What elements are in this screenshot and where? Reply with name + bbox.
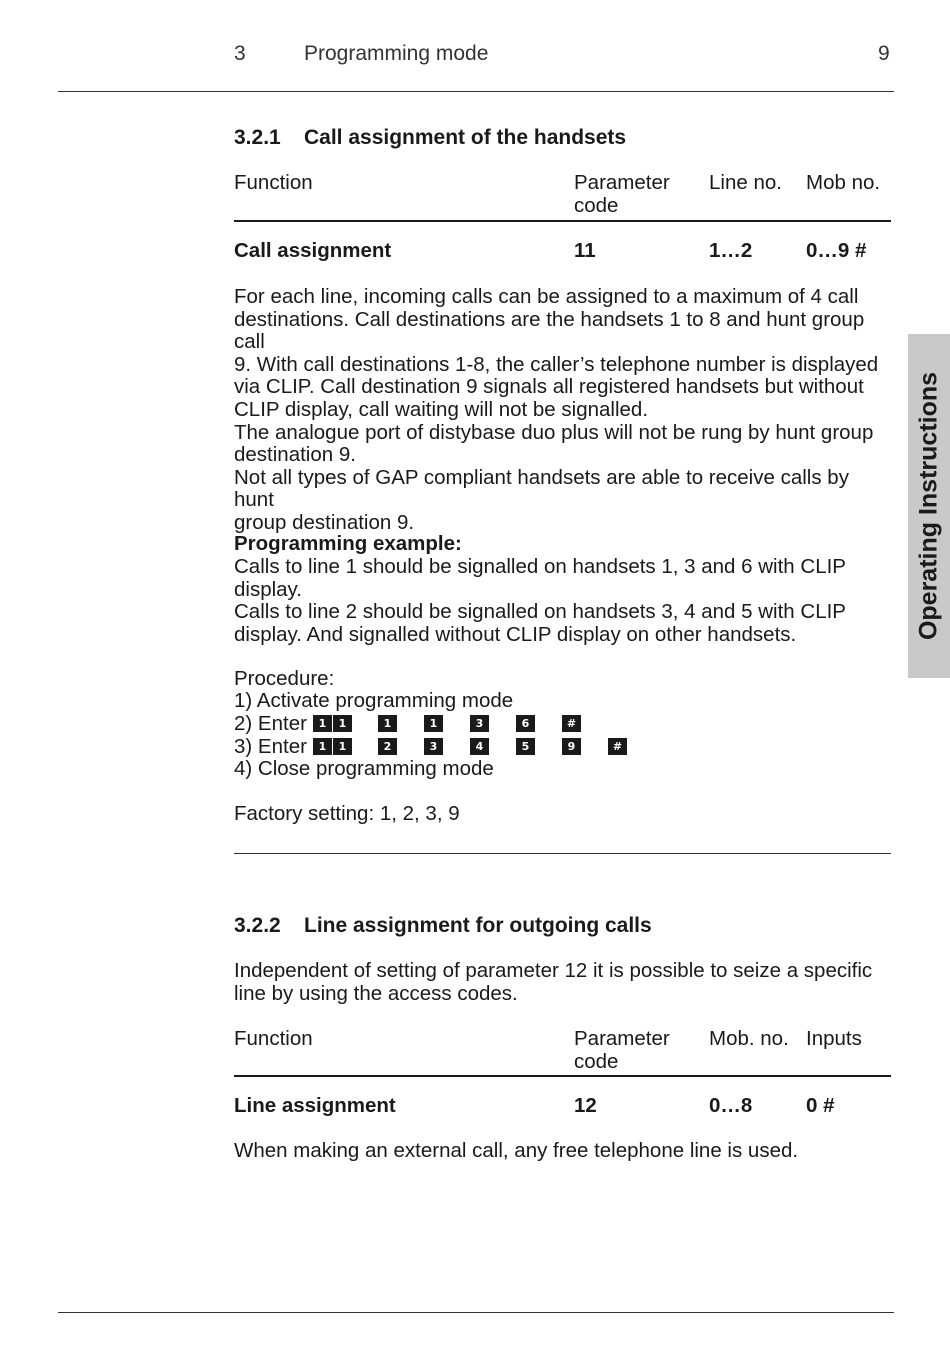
section-divider [234,853,891,854]
example-heading: Programming example: [234,532,462,555]
col-param-header-2: Parameter code [574,1027,670,1073]
description-line: CLIP display, call waiting will not be signalled. [234,397,649,421]
key-1: 1 [333,715,352,732]
example-line: display. And signalled without CLIP display on other handsets. [234,622,797,646]
description-line: For each line, incoming calls can be assigned to a maximum of 4 call [234,285,859,308]
chapter-title: Programming mode [304,42,489,65]
section-321-title: Call assignment of the handsets [304,126,627,149]
key-1: 1 [424,715,443,732]
key-3: 3 [424,738,443,755]
side-tab [908,334,950,678]
col-function-header-2: Function [234,1027,313,1050]
example-line: display. [234,577,302,601]
col-param-header: Parameter code [574,171,670,217]
key-3: 3 [470,715,489,732]
procedure-step-1: 1) Activate programming mode [234,689,514,712]
key-5: 5 [516,738,535,755]
key-9: 9 [562,738,581,755]
chapter-number: 3 [234,42,246,65]
example-paragraph [234,556,894,646]
section-322-note: When making an external call, any free telephone line is used. [234,1139,799,1162]
description-line: via CLIP. Call destination 9 signals all registered handsets but without [234,375,864,399]
col-line-header: Line no. [709,171,782,194]
example-line: Calls to line 2 should be signalled on handsets 3, 4 and 5 with CLIP [234,600,846,624]
row-line: 1…2 [709,239,753,262]
row-param: 11 [574,239,596,262]
row-mob: 0…9 # [806,239,867,262]
step-3-label: 3) Enter [234,735,307,758]
intro-line: line by using the access codes. [234,981,518,1005]
intro-line: Independent of setting of parameter 12 it is possible to seize a specific [234,959,873,982]
procedure-label: Procedure: [234,667,335,690]
section-322-intro [234,960,894,1005]
col-mob-header-2: Mob. no. [709,1027,789,1050]
page-number: 9 [878,42,890,65]
example-line: Calls to line 1 should be signalled on handsets 1, 3 and 6 with CLIP [234,555,846,578]
description-paragraph [234,286,894,535]
key-4: 4 [470,738,489,755]
key-1: 1 [313,715,332,732]
row-function-2: Line assignment [234,1094,396,1117]
description-line: destinations. Call destinations are the handsets 1 to 8 and hunt group call [234,307,865,354]
row-function: Call assignment [234,239,392,262]
section-321-number: 3.2.1 [234,126,281,149]
step-2-label: 2) Enter [234,712,307,735]
col-inputs-header-2: Inputs [806,1027,862,1050]
key-hash: # [562,715,581,732]
key-hash: # [608,738,627,755]
description-line: destination 9. [234,443,356,467]
header-rule [58,91,894,92]
key-1: 1 [313,738,332,755]
table-header-rule-2 [234,1075,891,1077]
description-line: Not all types of GAP compliant handsets are able to receive calls by hunt [234,465,849,512]
side-tab-label: Operating Instructions [914,371,943,641]
description-line: The analogue port of distybase duo plus will not be rung by hunt group [234,420,874,444]
key-2: 2 [378,738,397,755]
row-param-2: 12 [574,1094,597,1117]
description-line: 9. With call destinations 1-8, the caller’s telephone number is displayed [234,352,879,376]
section-322-number: 3.2.2 [234,914,281,937]
description-line: group destination 9. [234,510,415,534]
row-mob-2: 0…8 [709,1094,753,1117]
col-mob-header: Mob no. [806,171,881,194]
footer-rule [58,1312,894,1313]
row-inputs-2: 0 # [806,1094,835,1117]
key-6: 6 [516,715,535,732]
section-322-title: Line assignment for outgoing calls [304,914,652,937]
table-header-rule [234,220,891,222]
key-1: 1 [378,715,397,732]
procedure-step-2 [234,713,307,736]
key-1: 1 [333,738,352,755]
procedure-step-4: 4) Close programming mode [234,757,494,780]
procedure-step-3 [234,736,307,759]
col-function-header: Function [234,171,313,194]
factory-setting: Factory setting: 1, 2, 3, 9 [234,802,460,825]
